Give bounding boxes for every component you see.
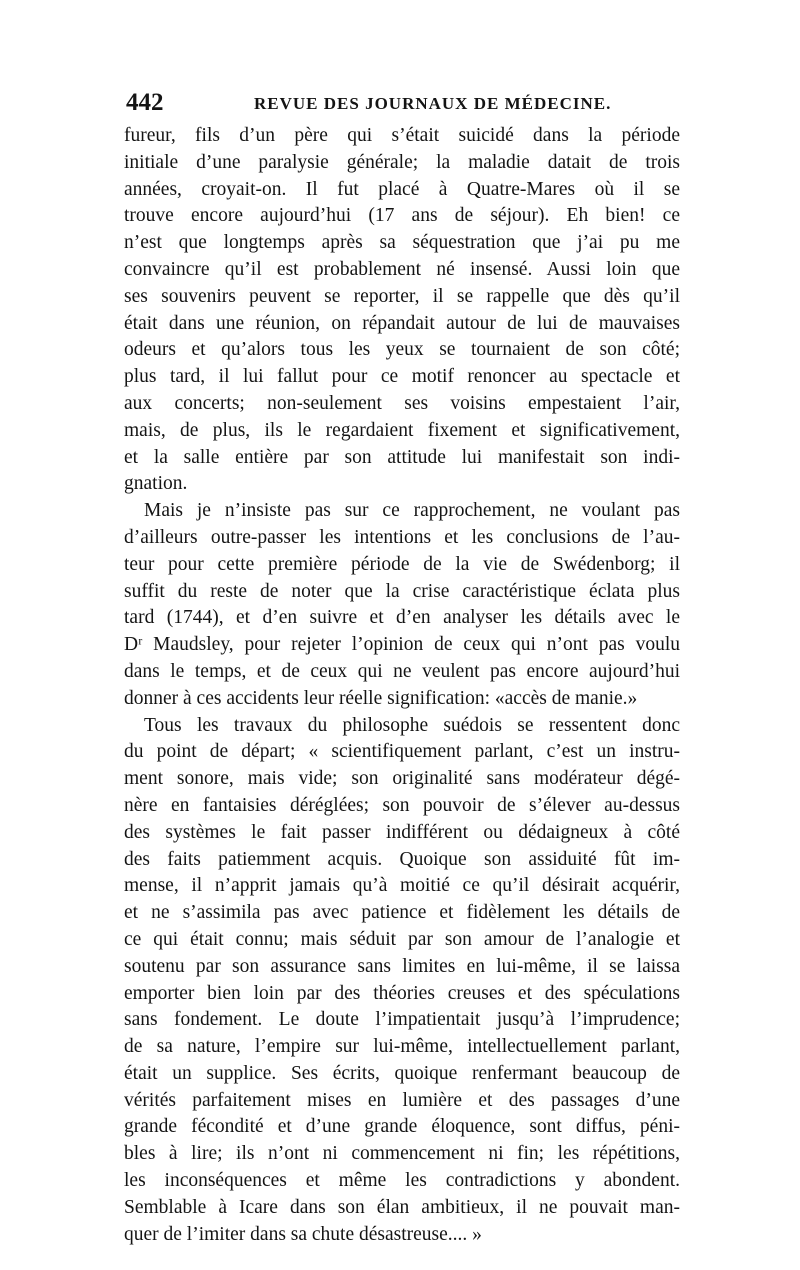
- text-line: dans le temps, et de ceux qui ne veulent pas encore aujourd’hui: [124, 660, 680, 682]
- text-line: des faits patiemment acquis. Quoique son assiduité fût im-: [124, 848, 680, 870]
- text-line: Semblable à Icare dans son élan ambitieux, il ne pouvait man-: [124, 1196, 680, 1218]
- text-line: ce qui était connu; mais séduit par son amour de l’analogie et: [124, 928, 680, 950]
- text-line: mense, il n’apprit jamais qu’à moitié ce qu’il désirait acquérir,: [124, 875, 680, 897]
- text-line: odeurs et qu’alors tous les yeux se tournaient de son côté;: [124, 339, 680, 361]
- text-line: et ne s’assimila pas avec patience et fidèlement les détails de: [124, 902, 680, 924]
- text-line: plus tard, il lui fallut pour ce motif renoncer au spectacle et: [124, 366, 680, 388]
- text-line: sans fondement. Le doute l’impatientait jusqu’à l’imprudence;: [124, 1009, 680, 1031]
- text-line: grande fécondité et d’une grande éloquence, sont diffus, péni-: [124, 1116, 680, 1138]
- text-line: des systèmes le fait passer indifférent ou dédaigneux à côté: [124, 821, 680, 843]
- text-line: et la salle entière par son attitude lui manifestait son indi-: [124, 446, 680, 468]
- paragraph: [124, 123, 680, 498]
- text-line: vérités parfaitement mises en lumière et des passages d’une: [124, 1089, 680, 1111]
- text-line: quer de l’imiter dans sa chute désastreuse.... »: [124, 1223, 482, 1245]
- text-line: soutenu par son assurance sans limites en lui-même, il se laissa: [124, 955, 680, 977]
- text-line: convaincre qu’il est probablement né insensé. Aussi loin que: [124, 258, 680, 280]
- text-line: les inconséquences et même les contradictions y abondent.: [124, 1170, 680, 1192]
- text-line: du point de départ; « scientifiquement parlant, c’est un instru-: [124, 741, 680, 763]
- body-text: [124, 123, 680, 1248]
- text-line: emporter bien loin par des théories creuses et des spéculations: [124, 982, 680, 1004]
- text-line: était un supplice. Ses écrits, quoique renfermant beaucoup de: [124, 1062, 680, 1084]
- running-head: REVUE DES JOURNAUX DE MÉDECINE.: [254, 94, 612, 113]
- text-line: Mais je n’insiste pas sur ce rapprochement, ne voulant pas: [144, 500, 680, 522]
- text-line: mais, de plus, ils le regardaient fixement et significativement,: [124, 419, 680, 441]
- text-line: tard (1744), et d’en suivre et d’en analyser les détails avec le: [124, 607, 680, 629]
- text-line: fureur, fils d’un père qui s’était suicidé dans la période: [124, 125, 680, 146]
- text-line: bles à lire; ils n’ont ni commencement ni fin; les répétitions,: [124, 1143, 680, 1165]
- text-line: d’ailleurs outre-passer les intentions et les conclusions de l’au-: [124, 526, 680, 548]
- text-line: ses souvenirs peuvent se reporter, il se rappelle que dès qu’il: [124, 285, 680, 307]
- page-number: 442: [126, 89, 164, 116]
- text-line: gnation.: [124, 473, 188, 495]
- text-line: Tous les travaux du philosophe suédois se ressentent donc: [144, 714, 680, 736]
- text-line: n’est que longtemps après sa séquestration que j’ai pu me: [124, 232, 680, 254]
- text-line: de sa nature, l’empire sur lui-même, intellectuellement parlant,: [124, 1036, 680, 1058]
- text-line: teur pour cette première période de la vie de Swédenborg; il: [124, 553, 680, 575]
- text-line: suffit du reste de noter que la crise caractéristique éclata plus: [124, 580, 680, 602]
- text-line: années, croyait-on. Il fut placé à Quatre-Mares où il se: [124, 178, 680, 200]
- text-line: était dans une réunion, on répandait autour de lui de mauvaises: [124, 312, 680, 334]
- text-line: initiale d’une paralysie générale; la maladie datait de trois: [124, 151, 680, 173]
- paragraph: [124, 498, 680, 712]
- text-line: nère en fantaisies déréglées; son pouvoir de s’élever au-dessus: [124, 794, 680, 816]
- text-line: aux concerts; non-seulement ses voisins empestaient l’air,: [124, 392, 680, 414]
- paragraph: [124, 713, 680, 1249]
- text-line: Dʳ Maudsley, pour rejeter l’opinion de ceux qui n’ont pas voulu: [124, 634, 680, 656]
- text-line: trouve encore aujourd’hui (17 ans de séjour). Eh bien! ce: [124, 205, 680, 227]
- text-line: ment sonore, mais vide; son originalité sans modérateur dégé-: [124, 768, 680, 790]
- text-line: donner à ces accidents leur réelle signification: «accès de manie.»: [124, 687, 638, 709]
- page-header: [126, 88, 682, 118]
